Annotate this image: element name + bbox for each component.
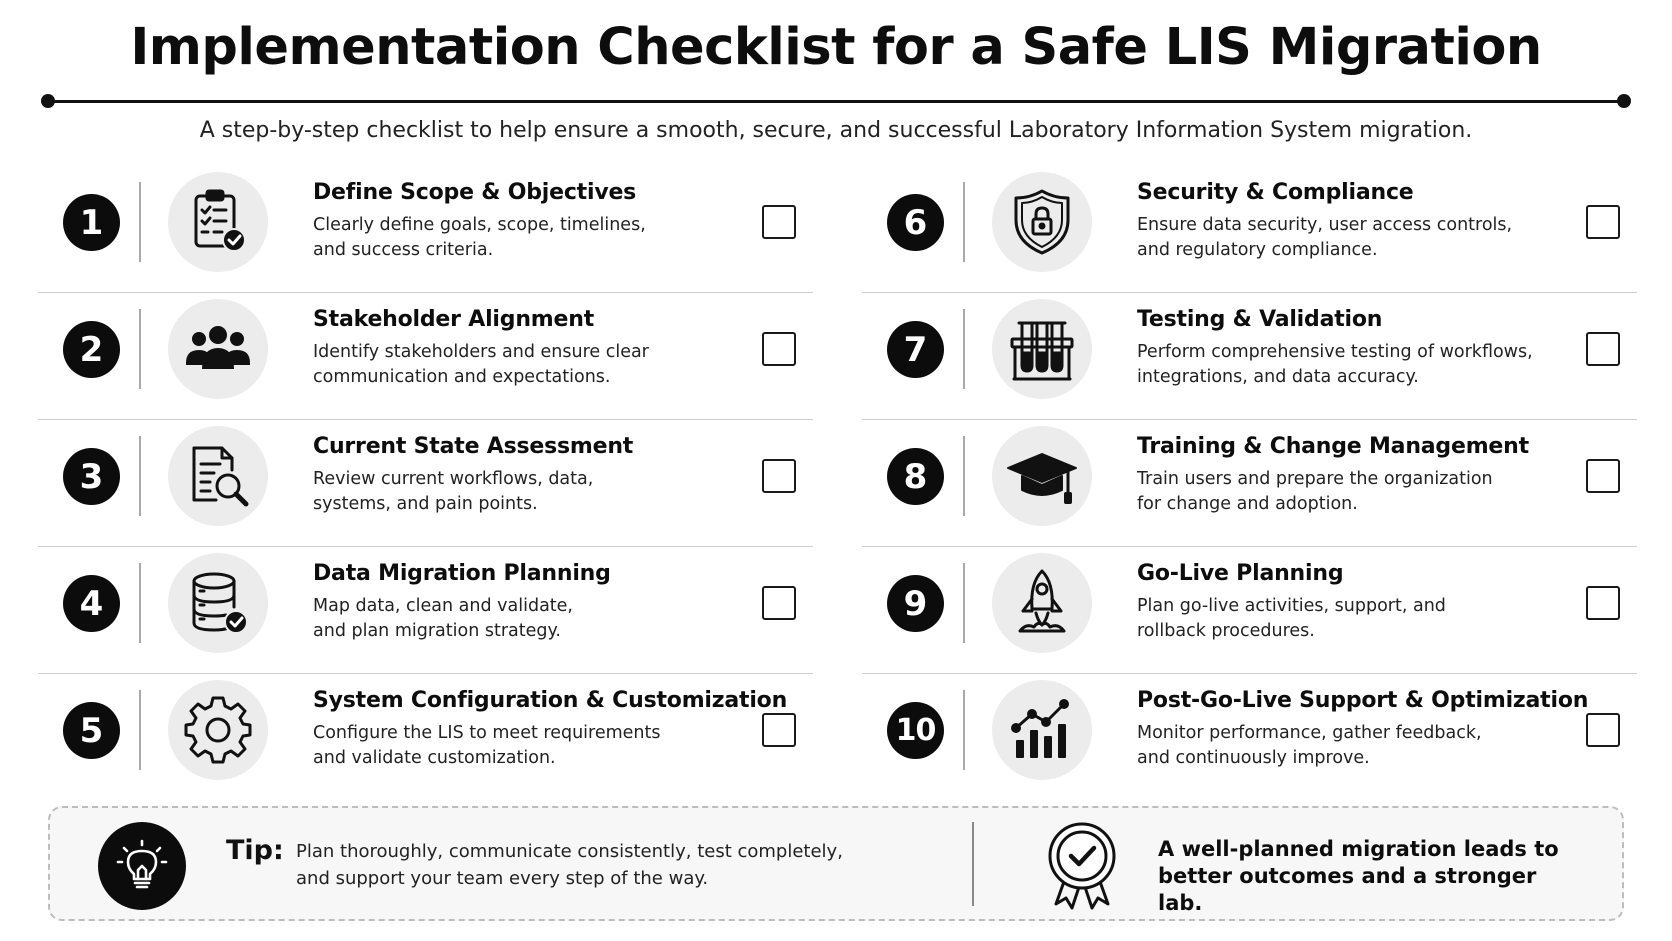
step-number: 4: [63, 575, 120, 632]
item-title: Current State Assessment: [313, 434, 634, 459]
tip-divider: [972, 822, 974, 906]
page-subtitle: A step-by-step checklist to help ensure a smooth, secure, and successful Laboratory Information System migration.: [199, 118, 1473, 143]
checklist-item-6: [862, 166, 1637, 293]
divider-dot-left: [41, 94, 55, 108]
checklist-item-1: [38, 166, 813, 293]
checkbox-1[interactable]: [762, 205, 796, 239]
item-description: Identify stakeholders and ensure clear communication and expectations.: [313, 342, 649, 387]
step-number: 10: [887, 702, 944, 759]
item-title: Training & Change Management: [1137, 434, 1529, 459]
item-divider: [963, 436, 965, 516]
item-divider: [139, 309, 141, 389]
checkbox-8[interactable]: [1586, 459, 1620, 493]
title-divider: [48, 100, 1624, 103]
item-title: Define Scope & Objectives: [313, 180, 637, 205]
people-group-icon: [168, 299, 268, 399]
checklist-column-left: [38, 166, 813, 801]
checklist-item-8: [862, 420, 1637, 547]
checkbox-9[interactable]: [1586, 586, 1620, 620]
rocket-icon: [992, 553, 1092, 653]
step-number: 3: [63, 448, 120, 505]
checkbox-10[interactable]: [1586, 713, 1620, 747]
step-number: 8: [887, 448, 944, 505]
item-divider: [963, 182, 965, 262]
item-description: Perform comprehensive testing of workflows, integrations, and data accuracy.: [1137, 342, 1533, 387]
item-title: Testing & Validation: [1137, 307, 1383, 332]
item-divider: [963, 563, 965, 643]
award-badge-check-icon: [1042, 818, 1122, 914]
graduation-cap-icon: [992, 426, 1092, 526]
item-title: Go-Live Planning: [1137, 561, 1344, 586]
item-description: Plan go-live activities, support, and rollback procedures.: [1137, 596, 1446, 641]
item-description: Configure the LIS to meet requirements and validate customization.: [313, 723, 661, 768]
item-divider: [963, 690, 965, 770]
checkbox-4[interactable]: [762, 586, 796, 620]
document-search-icon: [168, 426, 268, 526]
page-title: Implementation Checklist for a Safe LIS Migration: [130, 18, 1542, 77]
checkbox-2[interactable]: [762, 332, 796, 366]
item-title: Post-Go-Live Support & Optimization: [1137, 688, 1589, 713]
item-description: Map data, clean and validate, and plan migration strategy.: [313, 596, 573, 641]
checklist-column-right: [862, 166, 1637, 801]
item-title: Stakeholder Alignment: [313, 307, 595, 332]
clipboard-check-icon: [168, 172, 268, 272]
item-description: Clearly define goals, scope, timelines, and success criteria.: [313, 215, 646, 260]
item-title: Data Migration Planning: [313, 561, 611, 586]
tip-box: [48, 806, 1624, 921]
closing-statement: A well-planned migration leads to better outcomes and a stronger lab.: [1158, 837, 1559, 915]
test-tubes-icon: [992, 299, 1092, 399]
lightbulb-icon: [98, 822, 186, 910]
checkbox-6[interactable]: [1586, 205, 1620, 239]
item-description: Monitor performance, gather feedback, and continuously improve.: [1137, 723, 1482, 768]
step-number: 9: [887, 575, 944, 632]
checklist-item-7: [862, 293, 1637, 420]
checklist-item-2: [38, 293, 813, 420]
checklist-item-3: [38, 420, 813, 547]
checklist-item-5: [38, 674, 813, 801]
bar-chart-trend-icon: [992, 680, 1092, 780]
item-description: Train users and prepare the organization for change and adoption.: [1137, 469, 1493, 514]
step-number: 2: [63, 321, 120, 378]
checklist-item-10: [862, 674, 1637, 801]
checklist-item-9: [862, 547, 1637, 674]
checkbox-3[interactable]: [762, 459, 796, 493]
item-description: Review current workflows, data, systems, and pain points.: [313, 469, 594, 514]
shield-lock-icon: [992, 172, 1092, 272]
checkbox-7[interactable]: [1586, 332, 1620, 366]
item-divider: [139, 563, 141, 643]
item-divider: [139, 690, 141, 770]
item-divider: [963, 309, 965, 389]
gear-icon: [168, 680, 268, 780]
tip-label: Tip:: [226, 835, 284, 866]
item-divider: [139, 436, 141, 516]
step-number: 5: [63, 702, 120, 759]
tip-text: Plan thoroughly, communicate consistently, test completely, and support your team every step of the way.: [296, 841, 843, 889]
checklist-item-4: [38, 547, 813, 674]
divider-dot-right: [1617, 94, 1631, 108]
item-title: System Configuration & Customization: [313, 688, 788, 713]
step-number: 1: [63, 194, 120, 251]
item-title: Security & Compliance: [1137, 180, 1414, 205]
checkbox-5[interactable]: [762, 713, 796, 747]
step-number: 6: [887, 194, 944, 251]
database-check-icon: [168, 553, 268, 653]
item-description: Ensure data security, user access controls, and regulatory compliance.: [1137, 215, 1513, 260]
item-divider: [139, 182, 141, 262]
step-number: 7: [887, 321, 944, 378]
